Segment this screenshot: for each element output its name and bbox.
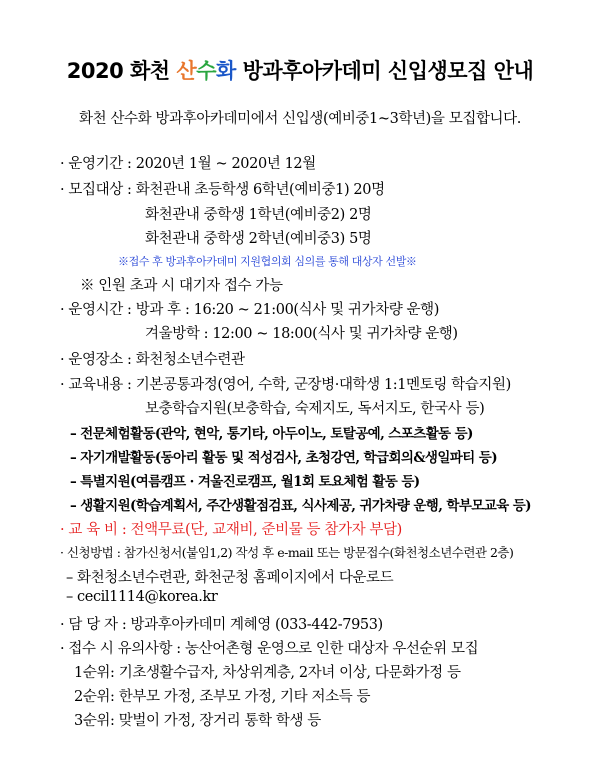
priority-rank-1: 1순위: 기초생활수급자, 차상위계층, 2자녀 이상, 다문화가정 등 xyxy=(74,665,461,681)
target-line-2: 화천관내 중학생 1학년(예비중2) 2명 xyxy=(145,207,372,223)
selection-note: ※접수 후 방과후아카데미 지원협의회 심의를 통해 대상자 선발※ xyxy=(118,255,417,268)
contact-line: · 담 당 자 : 방과후아카데미 계혜영 (033-442-7953) xyxy=(60,617,383,633)
program-item: – 자기개발활동(동아리 활동 및 적성검사, 초청강연, 학급회의&생일파티 등) xyxy=(70,450,498,466)
apply-line-2: – 화천청소년수련관, 화천군청 홈페이지에서 다운로드 xyxy=(66,570,394,586)
title-san: 산 xyxy=(176,59,197,83)
waitlist-note: ※ 인원 초과 시 대기자 접수 가능 xyxy=(80,278,283,294)
priority-rank-3: 3순위: 맞벌이 가정, 장거리 통학 학생 등 xyxy=(74,713,321,729)
title-suffix: 방과후아카데미 신입생모집 안내 xyxy=(235,59,534,83)
apply-line-1: · 신청방법 : 참가신청서(붙임1,2) 작성 후 e-mail 또는 방문접수(화천청소년수련관 2층) xyxy=(60,545,514,560)
education-line-2: 보충학습지원(보충학습, 숙제지도, 독서지도, 한국사 등) xyxy=(145,401,485,417)
title-hwa: 화 xyxy=(216,59,236,83)
program-item: – 특별지원(여름캠프 · 겨울진로캠프, 월1회 토요체험 활동 등) xyxy=(70,474,420,490)
intro-text: 화천 산수화 방과후아카데미에서 신입생(예비중1~3학년)을 모집합니다. xyxy=(79,111,521,127)
program-item: – 전문체험활동(관악, 현악, 통기타, 아두이노, 토탈공예, 스포츠활동 등) xyxy=(70,426,473,442)
title-su: 수 xyxy=(196,59,216,83)
page-title xyxy=(0,55,600,85)
target-line-1: · 모집대상 : 화천관내 초등학생 6학년(예비중1) 20명 xyxy=(60,182,385,198)
hours-line-1: · 운영시간 : 방과 후 : 16:20 ~ 21:00(식사 및 귀가차량 운행) xyxy=(60,302,440,318)
education-line-1: · 교육내용 : 기본공통과정(영어, 수학, 군장병·대학생 1:1멘토링 학습지원) xyxy=(60,377,511,393)
priority-rank-2: 2순위: 한부모 가정, 조부모 가정, 기타 저소득 등 xyxy=(74,689,371,705)
target-line-3: 화천관내 중학생 2학년(예비중3) 5명 xyxy=(145,231,372,247)
program-item: – 생활지원(학습계획서, 주간생활점검표, 식사제공, 귀가차량 운행, 학부모교육 등) xyxy=(70,498,531,514)
title-prefix: 2020 화천 xyxy=(66,59,177,83)
apply-email-link[interactable]: – cecil1114@korea.kr xyxy=(66,589,218,605)
place-line: · 운영장소 : 화천청소년수련관 xyxy=(60,352,245,368)
period-line: · 운영기간 : 2020년 1월 ~ 2020년 12월 xyxy=(60,156,316,172)
notice-line-1: · 접수 시 유의사항 : 농산어촌형 운영으로 인한 대상자 우선순위 모집 xyxy=(60,641,479,657)
hours-line-2: 겨울방학 : 12:00 ~ 18:00(식사 및 귀가차량 운행) xyxy=(145,326,458,342)
fee-line: · 교 육 비 : 전액무료(단, 교재비, 준비물 등 참가자 부담) xyxy=(60,522,402,538)
